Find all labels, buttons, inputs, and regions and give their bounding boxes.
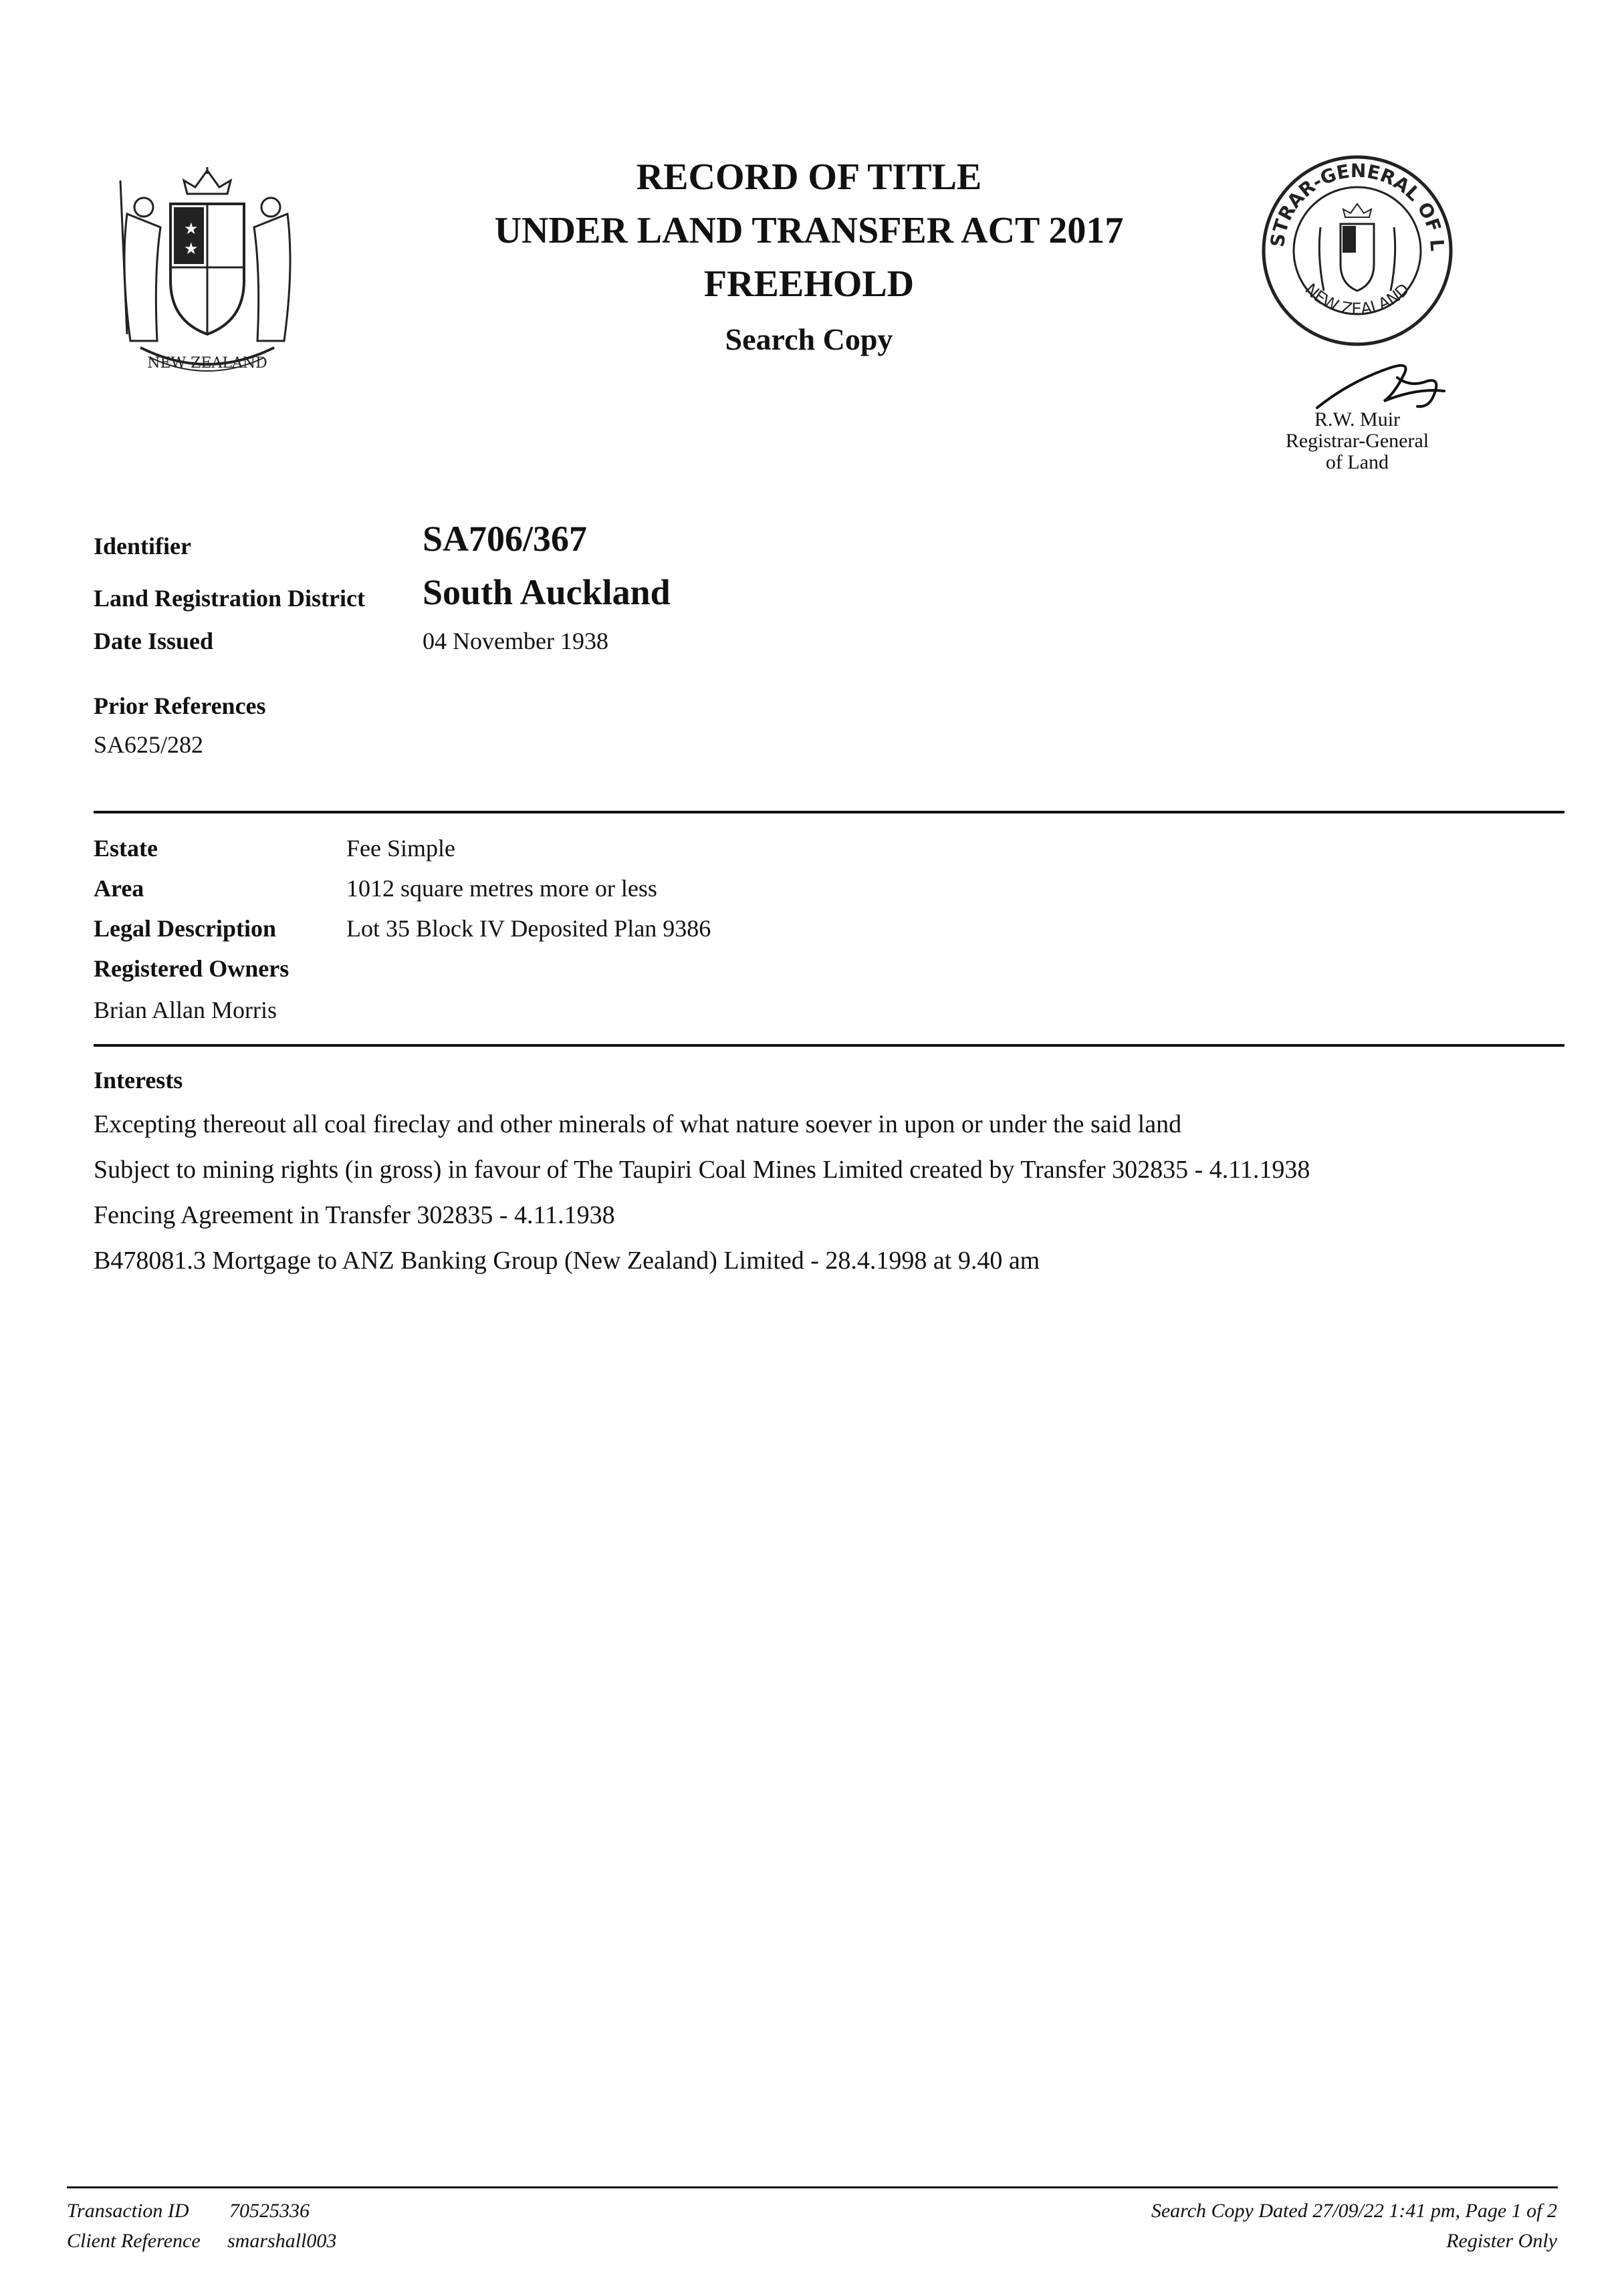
legal-description-label: Legal Description xyxy=(94,915,276,942)
seal-top-text: STRAR-GENERAL OF L xyxy=(1266,159,1449,252)
registrar-name: R.W. Muir xyxy=(1314,408,1401,430)
interest-item: Fencing Agreement in Transfer 302835 - 4.11.1938 xyxy=(94,1201,615,1229)
estate-label: Estate xyxy=(94,835,158,862)
interest-item: Subject to mining rights (in gross) in favour of The Taupiri Coal Mines Limited created by Transfer 302835 - 4.11.1938 xyxy=(94,1156,1310,1184)
section-divider xyxy=(94,811,1564,813)
registrar-title-2: of Land xyxy=(1325,451,1389,473)
title-line-2: UNDER LAND TRANSFER ACT 2017 xyxy=(494,210,1124,251)
coat-of-arms-text: NEW ZEALAND xyxy=(147,355,267,372)
legal-description-value: Lot 35 Block IV Deposited Plan 9386 xyxy=(346,915,711,942)
district-label: Land Registration District xyxy=(94,585,365,612)
registrar-title-1: Registrar-General xyxy=(1285,430,1429,452)
interest-item: Excepting thereout all coal fireclay and other minerals of what nature soever in upon or under the said land xyxy=(94,1110,1182,1138)
register-only: Register Only xyxy=(1446,2230,1557,2252)
client-reference-value: smarshall003 xyxy=(227,2230,337,2252)
svg-text:★: ★ xyxy=(184,221,199,238)
identifier-label: Identifier xyxy=(94,533,191,559)
title-line-1: RECORD OF TITLE xyxy=(636,156,982,198)
title-line-3: FREEHOLD xyxy=(703,263,915,305)
registrar-seal-icon xyxy=(1257,150,1458,351)
subtitle: Search Copy xyxy=(725,322,893,356)
estate-value: Fee Simple xyxy=(346,835,455,862)
seal-bottom-text: NEW ZEALAND xyxy=(1301,279,1413,319)
area-label: Area xyxy=(94,875,144,902)
area-value: 1012 square metres more or less xyxy=(346,875,657,902)
prior-references-value: SA625/282 xyxy=(94,731,204,758)
prior-references-label: Prior References xyxy=(94,692,266,719)
interests-heading: Interests xyxy=(94,1067,183,1094)
registered-owners-value: Brian Allan Morris xyxy=(94,997,277,1023)
district-value: South Auckland xyxy=(423,572,671,612)
footer-divider xyxy=(67,2186,1558,2188)
search-copy-dated: Search Copy Dated 27/09/22 1:41 pm, Page 1 of 2 xyxy=(1151,2200,1557,2222)
svg-text:NEW ZEALAND xyxy=(1301,280,1413,319)
client-reference-label: Client Reference xyxy=(67,2230,201,2252)
identifier-value: SA706/367 xyxy=(423,519,588,559)
registered-owners-label: Registered Owners xyxy=(94,955,289,982)
transaction-id-label: Transaction ID xyxy=(67,2200,189,2222)
registrar-block xyxy=(1237,409,1478,473)
coat-of-arms-icon xyxy=(100,167,314,388)
svg-text:★: ★ xyxy=(184,241,199,258)
date-issued-value: 04 November 1938 xyxy=(423,628,608,654)
transaction-id-value: 70525336 xyxy=(229,2200,310,2222)
date-issued-label: Date Issued xyxy=(94,628,214,654)
title-block xyxy=(374,150,1244,363)
section-divider xyxy=(94,1044,1564,1047)
interest-item: B478081.3 Mortgage to ANZ Banking Group (New Zealand) Limited - 28.4.1998 at 9.40 am xyxy=(94,1247,1040,1275)
